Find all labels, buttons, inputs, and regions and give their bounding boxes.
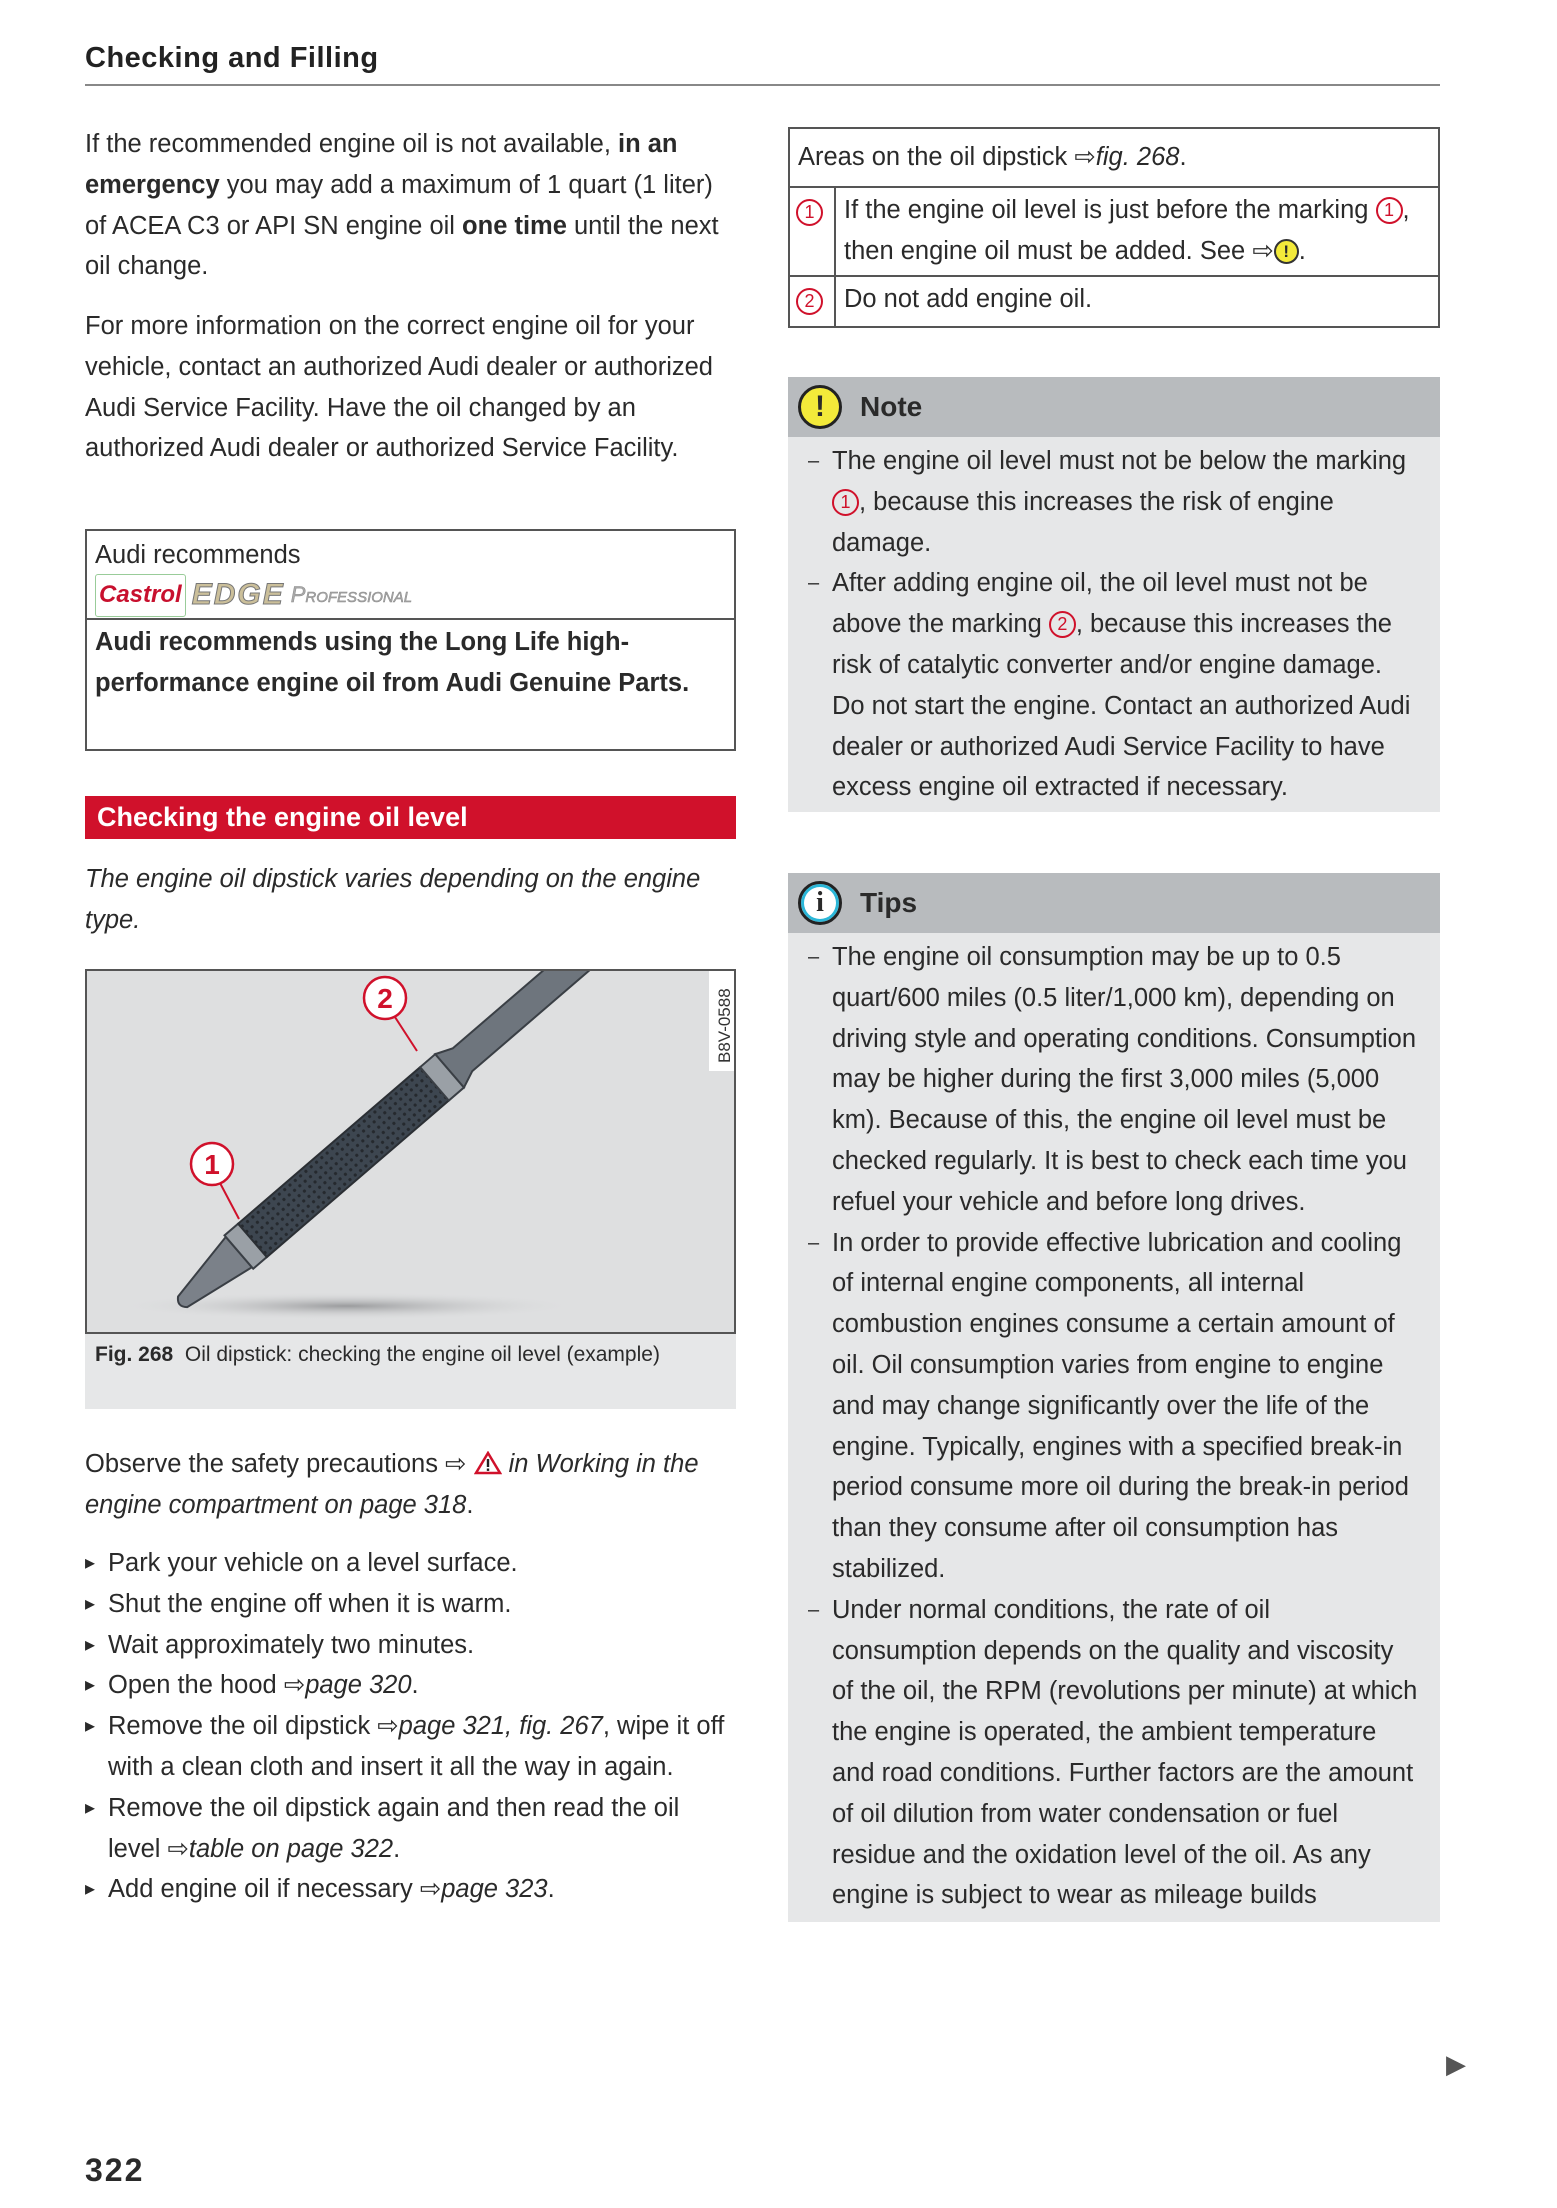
step-text: Remove the oil dipstick [108, 1712, 378, 1741]
text: If the recommended engine oil is not available, [85, 130, 618, 158]
arrow-right-icon: ⇨ [419, 1875, 442, 1904]
text: The engine oil level must not be below the marking [832, 447, 1407, 475]
figure-number: Fig. 268 [95, 1343, 174, 1366]
table-row [789, 276, 1439, 327]
step-text: Shut the engine off when it is warm. [108, 1589, 512, 1618]
castrol-edge-logo [95, 576, 726, 616]
arrow-right-icon: ⇨ [377, 1712, 399, 1741]
step: ▸ Open the hood ⇨page 320. [85, 1665, 736, 1706]
text: Areas on the oil dipstick [798, 143, 1075, 171]
marker-2-icon: 2 [1049, 611, 1076, 638]
table-link[interactable]: table on page 322 [188, 1834, 394, 1863]
text: . [466, 1490, 474, 1519]
callout-1-leader [220, 1183, 239, 1219]
tip-item: – The engine oil consumption may be up to 0.5 quart/600 miles (0.5 liter/1,000 km), depending on driving style and operating conditions. Consumption may be higher during the first 3,000 miles (5,000 km). Because of this, the engine oil level must be checked regularly. It is best to check each time you refuel your vehicle and before long drives. [808, 937, 1420, 1223]
arrow-right-icon: ⇨ [1252, 236, 1274, 265]
dipstick-illustration [87, 971, 736, 1334]
header-rule [85, 84, 1440, 86]
note-item [808, 563, 1420, 808]
safety-note [85, 1444, 736, 1526]
dipstick-areas-table [788, 127, 1440, 328]
page-header-title: Checking and Filling [85, 42, 379, 74]
step-text: Add engine oil if necessary [108, 1875, 420, 1904]
step-text: Park your vehicle on a level surface. [108, 1549, 518, 1577]
figure-code: B8V-0588 [715, 988, 734, 1063]
page-link[interactable]: page 321, fig. 267 [398, 1712, 603, 1741]
text: If the engine oil level is just before the marking [844, 195, 1376, 224]
step: ▸ Add engine oil if necessary ⇨page 323. [85, 1869, 736, 1910]
text: Observe the safety precautions [85, 1450, 446, 1478]
table-header: Areas on the oil dipstick ⇨fig. 268. [789, 128, 1439, 187]
arrow-right-icon: ⇨ [445, 1450, 467, 1478]
step [85, 1625, 736, 1666]
text: After adding engine oil, the oil level must not be above the marking [832, 569, 1368, 639]
step-text: Wait approximately two minutes. [108, 1630, 475, 1659]
step-text: , wipe it off with a clean cloth and insert it all the way in again. [108, 1712, 725, 1781]
caption-text: Oil dipstick: checking the engine oil level (example) [184, 1343, 660, 1366]
tip-item: – Under normal conditions, the rate of oil consumption depends on the quality and viscosity of the oil, the RPM (revolutions per minute) at which the engine is operated, the ambient temperature and road conditions. Further factors are the amount of oil dilution from water condensation or fuel residue and the oxidation level of the oil. As any engine is subject to wear as mileage builds [808, 1590, 1420, 1916]
step [85, 1706, 736, 1788]
marker-2-icon: 2 [796, 288, 823, 315]
callout-2: 2 [377, 983, 393, 1014]
note-list [788, 437, 1440, 812]
arrow-right-icon: ⇨ [1074, 143, 1096, 171]
continued-arrow-icon: ▶ [1446, 2049, 1466, 2079]
step [85, 1584, 736, 1625]
page-link[interactable]: page 320 [305, 1671, 412, 1700]
recommend-title: Audi recommends [95, 541, 301, 569]
emphasis: in an emergency [85, 130, 678, 199]
caution-icon: ! [798, 385, 842, 429]
callout-2-leader [393, 1014, 417, 1051]
dipstick-figure [85, 969, 736, 1334]
step [85, 1543, 736, 1584]
marker-1-icon: 1 [1376, 197, 1403, 224]
tips-title: Tips [860, 886, 918, 918]
dipstick [165, 971, 667, 1320]
warning-triangle-icon [474, 1451, 502, 1475]
figure-caption [85, 1334, 736, 1409]
note-panel [788, 377, 1440, 812]
text: , because this increases the risk of catalytic converter and/or engine damage. Do not start the engine. Contact an authorized Audi dealer or authorized Audi Service Facility to have excess engine oil extracted if necessary. [832, 610, 1411, 802]
caution-icon[interactable]: ! [1274, 239, 1299, 264]
note-item [808, 441, 1420, 563]
arrow-right-icon: ⇨ [167, 1834, 189, 1863]
page-link[interactable]: page 323 [441, 1875, 548, 1904]
tips-panel [788, 873, 1440, 1922]
more-info-paragraph: For more information on the correct engine oil for your vehicle, contact an authorized Audi dealer or authorized Audi Service Facility. Have the oil changed by an authorized Audi dealer or authorized Service Facility. [85, 312, 713, 463]
step: ▸ Remove the oil dipstick again and then read the oil level ⇨table on page 322. [85, 1788, 736, 1870]
info-icon: i [798, 881, 842, 925]
text: you may add a maximum of 1 quart (1 liter) of ACEA C3 or API SN engine oil [85, 170, 713, 240]
emphasis: one time [462, 211, 567, 240]
tips-list [788, 933, 1440, 1922]
note-title: Note [860, 390, 923, 422]
recommend-body: Audi recommends using the Long Life high-performance engine oil from Audi Genuine Parts. [95, 628, 690, 697]
text: until the next oil change. [85, 211, 719, 281]
text: , then engine oil must be added. See [844, 195, 1410, 265]
text: , because this increases the risk of engine damage. [832, 487, 1334, 557]
section-title: Checking the engine oil level [85, 796, 736, 839]
audi-recommends-box [85, 529, 736, 751]
tip-item: – In order to provide effective lubrication and cooling of internal engine components, all internal combustion engines consume a certain amount of oil. Oil consumption varies from engine to engine and may change significantly over the life of the engine. Typically, engines with a specified break-in period consume more oil during the break-in period than they consume after oil consumption has stabilized. [808, 1223, 1420, 1590]
edge-logo: EDGE [191, 578, 285, 612]
text: Do not add engine oil. [835, 276, 1439, 327]
figure-link[interactable]: fig. 268 [1095, 143, 1180, 171]
tips-header [788, 873, 1440, 933]
note-header [788, 377, 1440, 437]
section-intro: The engine oil dipstick varies depending on the engine type. [85, 865, 701, 934]
emergency-oil-paragraph [85, 124, 736, 287]
marker-1-icon: 1 [796, 199, 823, 226]
step-text: Remove the oil dipstick again and then read the oil level [108, 1793, 680, 1863]
page-number: 322 [85, 2152, 145, 2188]
table-row: 1 If the engine oil level is just before the marking 1 , then engine oil must be added. See ⇨ ! . [789, 187, 1439, 277]
cross-reference-link[interactable]: in Working in the engine compartment on page 318 [85, 1450, 699, 1519]
step-text: Open the hood [108, 1671, 284, 1700]
callout-1: 1 [204, 1149, 220, 1180]
castrol-logo: Castrol [95, 574, 186, 617]
steps-list [85, 1543, 736, 1910]
professional-logo: Professional [290, 582, 413, 608]
arrow-right-icon: ⇨ [283, 1671, 306, 1700]
marker-1-icon: 1 [832, 489, 859, 516]
